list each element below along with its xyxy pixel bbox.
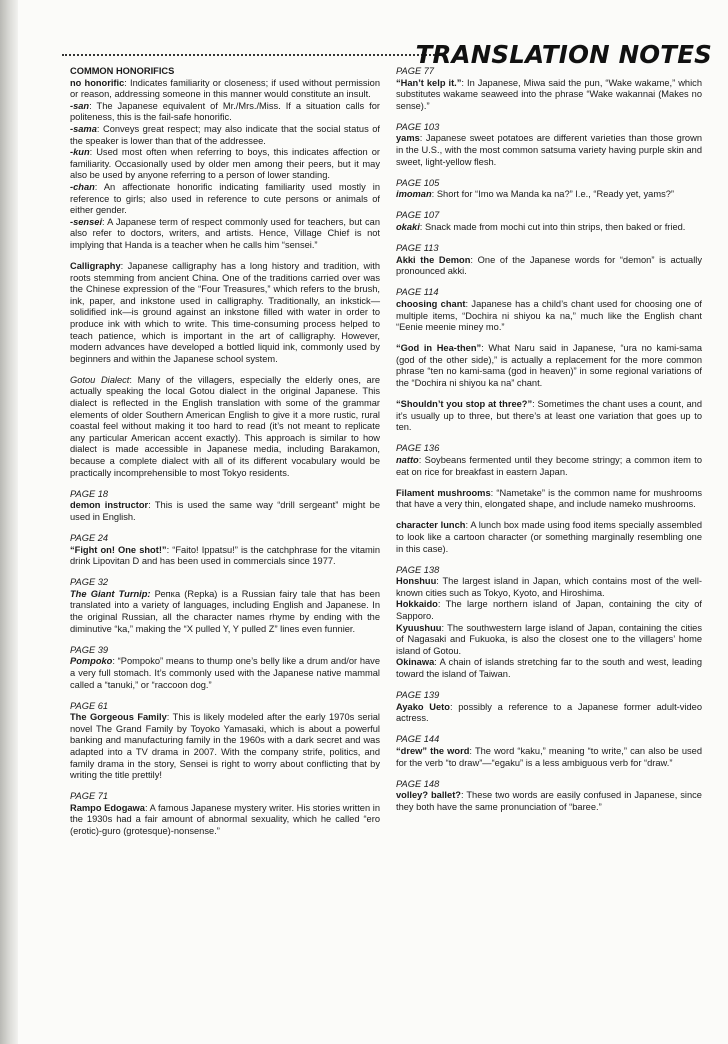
honorifics-heading: COMMON HONORIFICS bbox=[70, 66, 175, 76]
note-term: Honshuu bbox=[396, 576, 437, 587]
right-column bbox=[396, 66, 702, 823]
note-term: Pompoko bbox=[70, 656, 113, 667]
page-label: PAGE 77 bbox=[396, 66, 435, 76]
note-entry bbox=[70, 489, 380, 524]
note-term: Kyuushuu bbox=[396, 622, 442, 633]
page-label: PAGE 113 bbox=[396, 243, 439, 254]
left-entries bbox=[70, 261, 380, 838]
page-label: PAGE 148 bbox=[396, 778, 440, 789]
page-label: PAGE 71 bbox=[70, 791, 109, 802]
note-text: : Short for “Imo wa Manda ka na?” I.e., “Ready yet, yams?” bbox=[431, 189, 674, 200]
note-line bbox=[396, 623, 702, 658]
note-body bbox=[70, 500, 380, 523]
left-column bbox=[70, 66, 380, 847]
note-term: Rampo Edogawa bbox=[70, 802, 145, 813]
note-text: : Many of the villagers, especially the elderly ones, are actually speaking the local Gotou dialect in the original Japanese. This dialect is reflected in the English translation with some of the grammar elements of older Southern American English to give it a more rustic, rural coastal feel without making it too hard to read (it’s not meant to replicate any particular American accent exactly). This approach is similar to how dialect is made accessible in Japanese media, including Barakamon, because a complete dialect with all of its different vocabulary would be practically incomprehensible to most Tokyo residents. bbox=[70, 374, 380, 478]
note-text: : Japanese sweet potatoes are different varieties than those grown in the U.S., with the most common satsuma variety having purple skin and sweet, light-yellow flesh. bbox=[396, 133, 702, 167]
note-body bbox=[70, 589, 380, 635]
honorific-term: -sensei bbox=[70, 216, 103, 227]
honorific-item bbox=[70, 124, 380, 147]
note-term: choosing chant bbox=[396, 299, 466, 309]
page-label: PAGE 24 bbox=[70, 532, 109, 543]
dotted-rule bbox=[62, 54, 446, 56]
honorific-definition: : A Japanese term of respect commonly used for teachers, but can also refer to doctors, writers, and artists. Hence, Village Chief is not implying that Handa is a teacher when he calls him “sensei.” bbox=[70, 216, 380, 250]
note-text: : Soybeans fermented until they become stringy; a common item to eat on rice for breakfast in eastern Japan. bbox=[396, 455, 702, 477]
note-term: demon instructor bbox=[70, 500, 149, 511]
note-body bbox=[396, 299, 702, 334]
page-label: PAGE 105 bbox=[396, 177, 440, 188]
honorific-term: no honorific bbox=[70, 77, 125, 88]
note-term: natto bbox=[396, 455, 419, 466]
note-entry bbox=[70, 701, 380, 782]
note-text: : Sometimes the chant uses a count, and it’s usually up to three, but there’s at least one variation that goes up to ten. bbox=[396, 399, 702, 433]
page-label: PAGE 136 bbox=[396, 443, 440, 454]
note-body bbox=[396, 455, 702, 478]
note-term: Ayako Ueto bbox=[396, 701, 450, 712]
note-body bbox=[396, 746, 702, 769]
page-label: PAGE 32 bbox=[70, 577, 109, 588]
note-entry bbox=[70, 577, 380, 635]
note-entry bbox=[396, 243, 702, 278]
note-text: : A lunch box made using food items specially assembled to look like a cartoon character (or something marginally resembling one in this case). bbox=[396, 520, 702, 554]
note-line bbox=[396, 599, 702, 622]
note-body bbox=[70, 375, 380, 479]
note-body bbox=[70, 803, 380, 838]
note-text: : This is likely modeled after the early 1970s serial novel The Grand Family by Toyoko Yamasaki, which is about a powerful banking and manufacturing family in the 1960s with a dark secret and was adapted into a TV drama in 2007. With the company strife, politics, and family drama in the story, Sensei is right to worry about conflicting that by writing the title prettily! bbox=[70, 712, 380, 781]
note-term: Calligraphy bbox=[70, 261, 121, 271]
note-term: Okinawa bbox=[396, 657, 435, 668]
honorific-definition: : An affectionate honorific indicating familiarity used mostly in reference to girls; also used in reference to cute persons or animals of either gender. bbox=[70, 181, 380, 216]
honorific-definition: : Indicates familiarity or closeness; if used without permission or reason, addressing someone in this manner would constitute an insult. bbox=[70, 77, 380, 100]
note-entry bbox=[396, 779, 702, 814]
note-term: The Giant Turnip: bbox=[70, 588, 151, 599]
page-label: PAGE 61 bbox=[70, 700, 109, 711]
note-text: : This is used the same way “drill sergeant” might be used in English. bbox=[70, 500, 380, 522]
note-term: “Fight on! One shot!” bbox=[70, 544, 167, 555]
note-body bbox=[396, 399, 702, 434]
honorifics-section bbox=[70, 66, 380, 252]
honorific-definition: : The Japanese equivalent of Mr./Mrs./Miss. If a situation calls for politeness, this is the fail-safe honorific. bbox=[70, 100, 380, 123]
note-term: “drew” the word bbox=[396, 746, 470, 756]
note-text: : “Nametake” is the common name for mushrooms that have a very thin, elongated shape, and include nameko mushrooms. bbox=[396, 487, 702, 510]
page-label: PAGE 144 bbox=[396, 734, 440, 745]
page-label: PAGE 138 bbox=[396, 564, 440, 575]
honorific-item bbox=[70, 217, 380, 252]
honorific-definition: : Conveys great respect; may also indicate that the social status of the speaker is lower than that of the addressee. bbox=[70, 123, 380, 146]
note-entry bbox=[396, 488, 702, 511]
note-text: : “Pompoko” means to thump one’s belly like a drum and/or have a very full stomach. It’s commonly used with the Japanese native mammal called a “tanuki,” or “raccoon dog.” bbox=[70, 656, 380, 690]
note-text: : “Faito! Ippatsu!” is the catchphrase for the vitamin drink Lipovitan D and has been used in commercials since 1977. bbox=[70, 544, 380, 567]
note-body bbox=[396, 133, 702, 168]
note-body bbox=[396, 790, 702, 813]
note-text: : In Japanese, Miwa said the pun, “Wake wakame,” which substitutes wakame seaweed into the phrase “Wake wakannai (Makes no sense).” bbox=[396, 77, 702, 111]
honorific-term: -san bbox=[70, 100, 90, 111]
note-text: : The southwestern large island of Japan, containing the cities of Nagasaki and Fukuoka, is also the closest one to the villagers’ home island of Gotou. bbox=[396, 622, 702, 656]
note-body bbox=[396, 255, 702, 278]
page-label: PAGE 39 bbox=[70, 644, 109, 655]
note-body bbox=[396, 520, 702, 555]
honorific-item bbox=[70, 101, 380, 124]
note-text: : These two words are easily confused in Japanese, since they both have the same pronunciation of “baree.” bbox=[396, 790, 702, 812]
note-term: okaki bbox=[396, 222, 420, 233]
page-label: PAGE 107 bbox=[396, 210, 440, 221]
note-entry bbox=[70, 533, 380, 568]
note-body bbox=[70, 261, 380, 365]
note-text: : The large northern island of Japan, containing the city of Sapporo. bbox=[396, 599, 702, 622]
note-body bbox=[70, 656, 380, 691]
note-entry bbox=[396, 343, 702, 389]
note-term: character lunch bbox=[396, 520, 466, 531]
honorific-term: -chan bbox=[70, 181, 95, 192]
note-body bbox=[396, 189, 702, 201]
note-entry bbox=[396, 734, 702, 769]
note-entry bbox=[396, 565, 702, 681]
page-label: PAGE 103 bbox=[396, 121, 440, 132]
note-term: yams bbox=[396, 133, 420, 144]
note-entry bbox=[396, 443, 702, 478]
page-label: PAGE 18 bbox=[70, 488, 109, 499]
note-text: : The word “kaku,” meaning “to write,” can also be used for the verb “to draw”—“egaku” is a less ambiguous verb for “draw.” bbox=[396, 746, 702, 768]
note-entry bbox=[396, 178, 702, 201]
note-entry bbox=[70, 375, 380, 479]
note-text: : possibly a reference to a Japanese former adult-video actress. bbox=[396, 701, 702, 724]
note-term: The Gorgeous Family bbox=[70, 712, 167, 723]
honorific-item bbox=[70, 147, 380, 182]
note-entry bbox=[396, 287, 702, 333]
note-term: Filament mushrooms bbox=[396, 487, 491, 498]
note-body bbox=[396, 78, 702, 113]
note-entry bbox=[70, 791, 380, 837]
page-title: TRANSLATION NOTES bbox=[415, 40, 712, 69]
note-entry bbox=[70, 645, 380, 691]
note-body bbox=[396, 702, 702, 725]
note-text: : Japanese calligraphy has a long history and tradition, with roots stemming from ancient China. One of the traditions carried over was the Chinese expression of the “Four Treasures,” which refers to the brush, ink, paper, and inkstone used in calligraphy. Traditionally, an inkstick—solidified ink—is ground against an inkstone filled with water in order to produce ink with which to write. This time-consuming process helped to teach patience, which is important in the art of calligraphy. However, modern advances have developed a bottled liquid ink, commonly used by beginners and within the Japanese school system. bbox=[70, 261, 380, 364]
note-term: “Han’t kelp it.” bbox=[396, 77, 462, 88]
note-term: “God in Hea-then” bbox=[396, 343, 482, 354]
note-line bbox=[396, 576, 702, 599]
note-entry bbox=[396, 399, 702, 434]
note-term: Hokkaido bbox=[396, 599, 438, 610]
note-text: : Japanese has a child’s chant used for choosing one of multiple items, “Dochira ni shiyou ka na,” much like the English chant “Eenie meenie miney mo.” bbox=[396, 299, 703, 333]
honorific-definition: : Used most often when referring to boys, this indicates affection or familiarity. Occasionally used by older men among their peers, but it may also be used by anyone referring to a person of lower standing. bbox=[70, 147, 380, 181]
page-label: PAGE 114 bbox=[396, 287, 439, 298]
note-entry bbox=[70, 261, 380, 365]
note-text: : Snack made from mochi cut into thin strips, then baked or fried. bbox=[419, 222, 686, 233]
note-entry bbox=[396, 66, 702, 112]
honorifics-list bbox=[70, 78, 380, 252]
note-text: : A chain of islands stretching far to the south and west, leading toward the island of Taiwan. bbox=[396, 657, 702, 680]
honorific-item bbox=[70, 78, 380, 101]
note-line bbox=[396, 657, 702, 680]
note-entry bbox=[396, 520, 702, 555]
note-term: Akki the Demon bbox=[396, 254, 471, 265]
honorific-term: -kun bbox=[70, 147, 90, 158]
note-term: volley? ballet? bbox=[396, 790, 461, 801]
note-text: : A famous Japanese mystery writer. His stories written in the 1930s had a fair amount of abnormal sexuality, which he called “ero (erotic)-guro (grotesque)-nonsense.” bbox=[70, 802, 381, 837]
page-spine-shadow bbox=[0, 0, 18, 1044]
note-term: “Shouldn’t you stop at three?” bbox=[396, 399, 533, 410]
honorific-item bbox=[70, 182, 380, 217]
note-text: : One of the Japanese words for “demon” is actually pronounced akki. bbox=[396, 254, 703, 277]
note-text: Репка (Repka) is a Russian fairy tale that has been translated into a variety of languages, including English and Japanese. In the original Russian, all the character names rhyme by ending with the diminutive “ka,” making the “X pulled Y, Y pulled Z” lines even funnier. bbox=[70, 588, 380, 634]
note-entry bbox=[396, 690, 702, 725]
note-term: imoman bbox=[396, 189, 432, 200]
note-body bbox=[70, 545, 380, 568]
right-entries bbox=[396, 66, 702, 813]
note-body bbox=[396, 343, 702, 389]
note-body bbox=[70, 712, 380, 782]
honorific-term: -sama bbox=[70, 123, 97, 134]
note-text: : The largest island in Japan, which contains most of the well-known cities such as Tokyo, Kyoto, and Hiroshima. bbox=[396, 576, 702, 598]
note-entry bbox=[396, 210, 702, 233]
note-body bbox=[396, 222, 702, 234]
page-label: PAGE 139 bbox=[396, 690, 440, 701]
note-text: : What Naru said in Japanese, “ura no kami-sama (god of the other side),” is actually a replacement for the more common phrase “ten no kami-sama (god in heaven)” in some regional variations of the “Dochira ni shiyou ka na” chant. bbox=[396, 343, 703, 389]
note-entry bbox=[396, 122, 702, 168]
note-term: Gotou Dialect bbox=[70, 374, 130, 385]
note-body bbox=[396, 488, 702, 511]
